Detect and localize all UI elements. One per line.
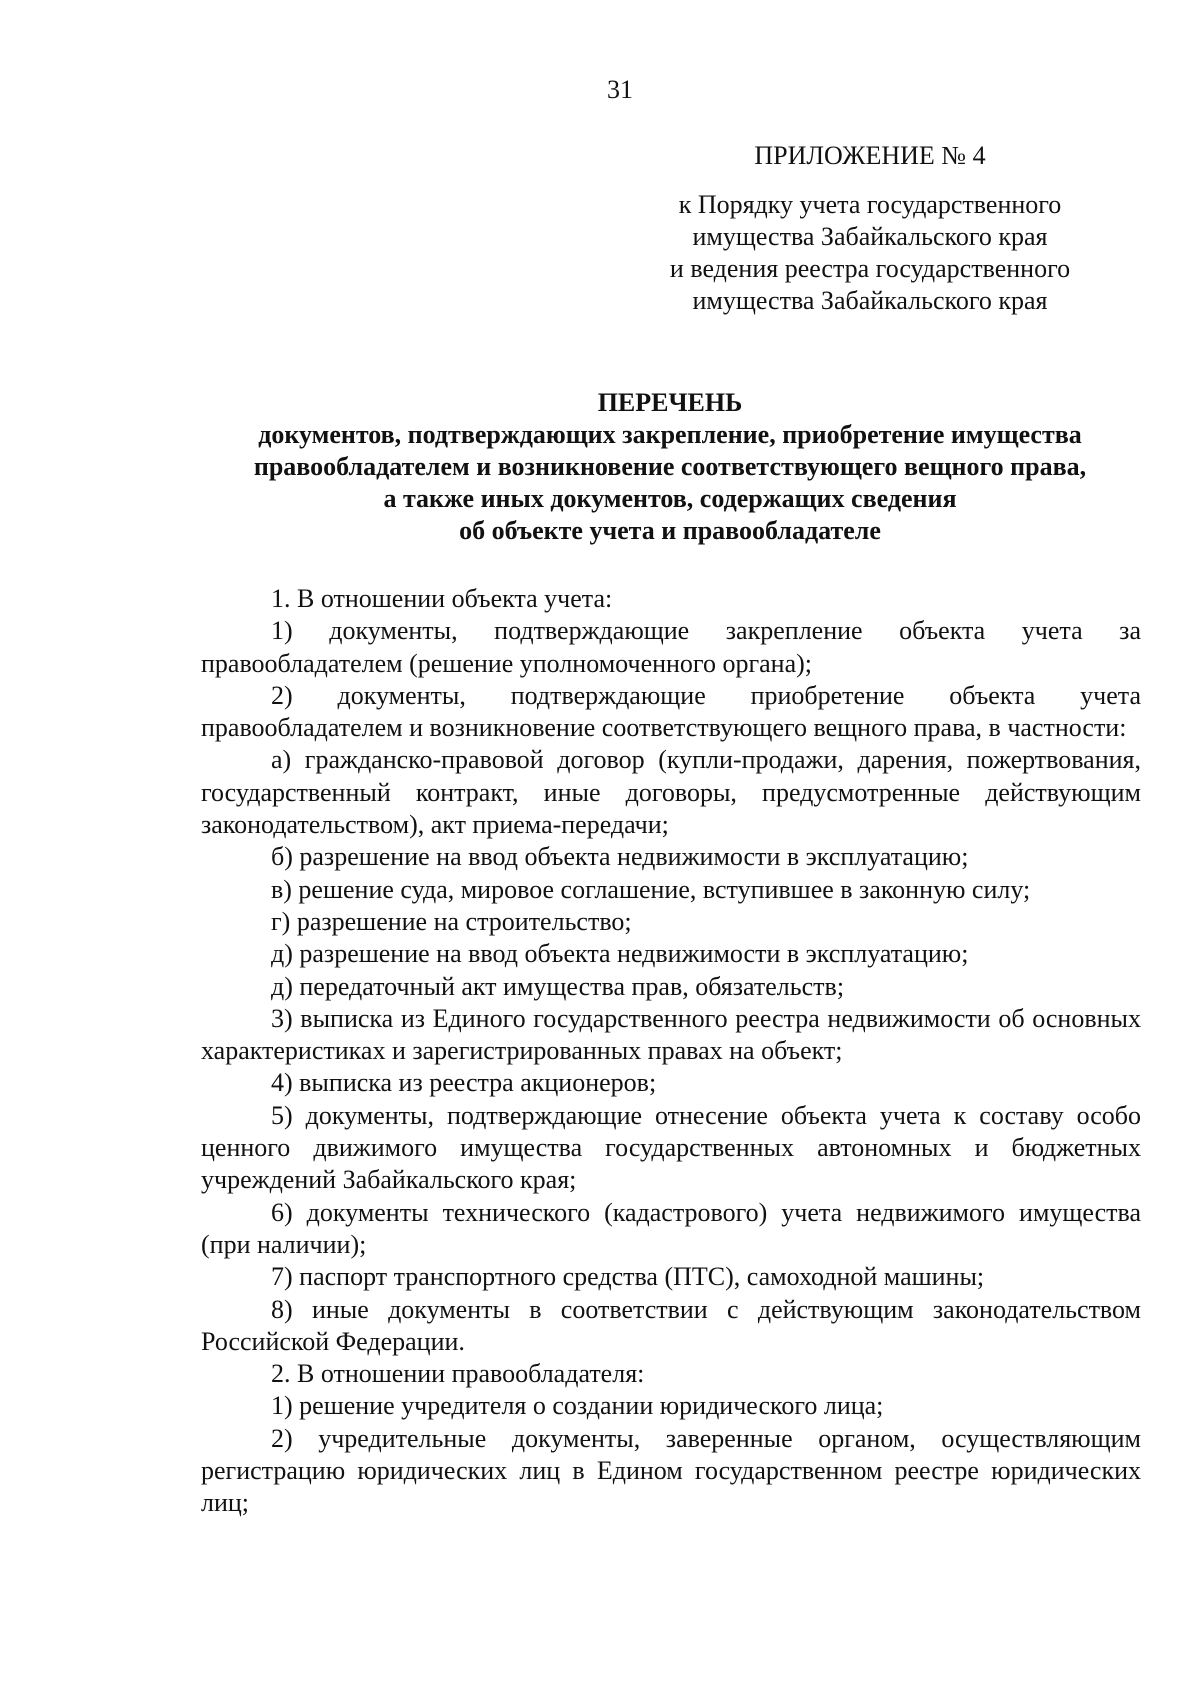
- paragraph: 8) иные документы в соответствии с действующим законодательством Российской Федерации.: [201, 1294, 1141, 1356]
- paragraph: д) разрешение на ввод объекта недвижимости в эксплуатацию;: [271, 939, 969, 969]
- paragraph: 1) решение учредителя о создании юридического лица;: [271, 1391, 884, 1421]
- heading-subtitle-line: правообладателем и возникновение соответствующего вещного права,: [253, 452, 1087, 481]
- appendix-reference-line: и ведения реестра государственного: [669, 254, 1071, 283]
- heading-subtitle-line: об объекте учета и правообладателе: [459, 516, 881, 545]
- paragraph: б) разрешение на ввод объекта недвижимости в эксплуатацию;: [271, 842, 969, 872]
- document-body: [201, 583, 1141, 1520]
- paragraph: д) передаточный акт имущества прав, обязательств;: [271, 971, 845, 1001]
- heading-subtitle-line: документов, подтверждающих закрепление, приобретение имущества: [258, 420, 1082, 449]
- heading-title: ПЕРЕЧЕНЬ: [597, 388, 743, 417]
- paragraph: 7) паспорт транспортного средства (ПТС), самоходной машины;: [271, 1262, 985, 1292]
- document-heading: [200, 387, 1140, 547]
- paragraph: 1. В отношении объекта учета:: [271, 584, 613, 613]
- paragraph: а) гражданско-правовой договор (купли-продажи, дарения, пожертвования, государственный контракт, иные договоры, предусмотренные действующим законодательством), акт приема-передачи;: [201, 745, 1141, 840]
- appendix-reference-line: к Порядку учета государственного: [678, 190, 1062, 219]
- page-number: 31: [607, 75, 633, 104]
- paragraph: в) решение суда, мировое соглашение, вступившее в законную силу;: [271, 874, 1031, 904]
- paragraph: 2) документы, подтверждающие приобретение объекта учета правообладателем и возникновение соответствующего вещного права, в частности:: [201, 680, 1141, 743]
- paragraph: 2) учредительные документы, заверенные органом, осуществляющим регистрацию юридических лиц в Едином государственном реестре юридических лиц;: [201, 1423, 1141, 1518]
- paragraph: г) разрешение на строительство;: [271, 906, 632, 936]
- paragraph: 2. В отношении правообладателя:: [271, 1359, 645, 1389]
- appendix-reference: [650, 189, 1090, 317]
- paragraph: 1) документы, подтверждающие закрепление объекта учета за правообладателем (решение уполномоченного органа);: [201, 616, 1141, 678]
- appendix-title: ПРИЛОЖЕНИЕ № 4: [754, 141, 986, 170]
- heading-subtitle-line: а также иных документов, содержащих сведения: [383, 484, 957, 513]
- paragraph: 6) документы технического (кадастрового) учета недвижимого имущества (при наличии);: [201, 1197, 1141, 1259]
- paragraph: 5) документы, подтверждающие отнесение объекта учета к составу особо ценного движимого имущества государственных автономных и бюджетных учреждений Забайкальского края;: [201, 1100, 1141, 1195]
- paragraph: 3) выписка из Единого государственного реестра недвижимости об основных характеристиках и зарегистрированных правах на объект;: [201, 1003, 1141, 1066]
- paragraph: 4) выписка из реестра акционеров;: [271, 1068, 657, 1098]
- appendix-reference-line: имущества Забайкальского края: [692, 286, 1048, 315]
- appendix-reference-line: имущества Забайкальского края: [692, 222, 1048, 251]
